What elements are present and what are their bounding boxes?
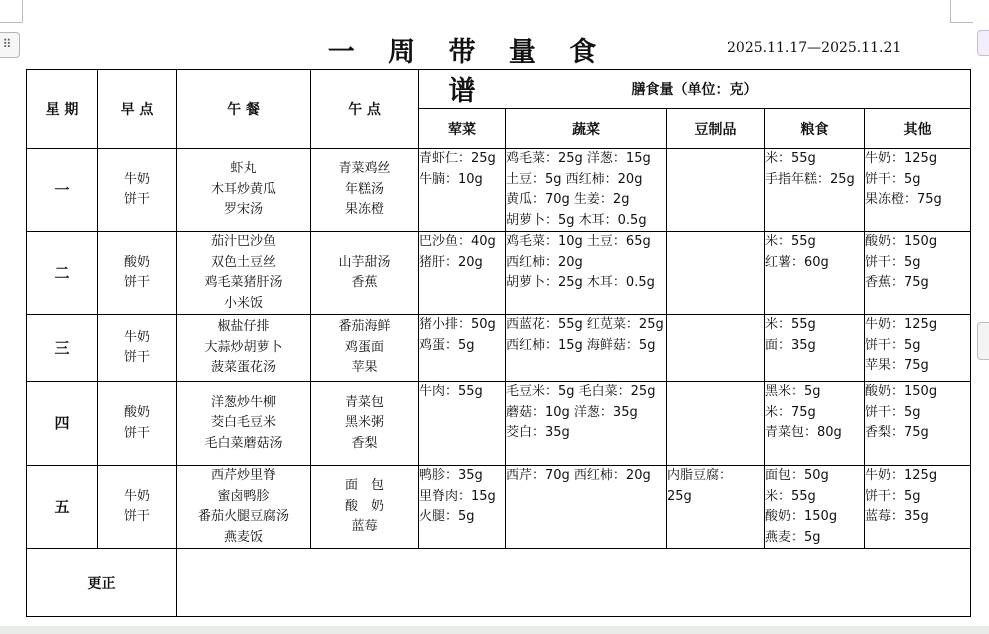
grains-cell <box>765 149 865 232</box>
cell-line: 面：35g <box>765 337 816 353</box>
side-panel-tab[interactable] <box>977 322 989 360</box>
cell-line: 小米饭 <box>223 295 263 311</box>
meat-cell <box>419 382 506 466</box>
header-others: 其他 <box>865 109 971 149</box>
cell-line: 罗宋汤 <box>223 202 263 218</box>
cell-line: 椒盐仔排 <box>217 319 270 335</box>
cell-line: 茭白：35g <box>506 425 570 440</box>
cell-line: 鸡毛菜猪肝汤 <box>204 275 283 290</box>
breakfast-cell <box>98 315 177 382</box>
bean-products-cell <box>667 315 765 382</box>
cell-line: 鸭胗：35g <box>419 468 483 483</box>
vegetables-cell <box>506 382 667 466</box>
date-range: 2025.11.17—2025.11.21 <box>727 40 902 56</box>
day-cell: 五 <box>27 466 98 549</box>
cell-line: 酸奶 <box>123 254 150 270</box>
meat-cell <box>419 232 506 315</box>
table-row <box>27 232 971 315</box>
header-bean-products: 豆制品 <box>667 109 765 149</box>
cell-line: 火腿：5g <box>419 509 475 524</box>
correction-label: 更正 <box>27 549 177 617</box>
lunch-cell <box>177 149 311 232</box>
others-cell <box>865 232 971 315</box>
cell-line: 黑米粥 <box>344 415 384 431</box>
cell-line: 西红柿：20g <box>506 254 583 270</box>
cell-line: 茄汁巴沙鱼 <box>210 234 276 249</box>
cell-line: 青菜鸡丝 <box>338 161 391 177</box>
cell-line: 饼干：5g <box>865 337 921 353</box>
cell-line: 黑米：5g <box>765 384 821 399</box>
cell-line: 米：55g <box>765 317 816 332</box>
bean-products-cell <box>667 232 765 315</box>
cell-line: 大蒜炒胡萝卜 <box>204 339 283 355</box>
others-cell <box>865 382 971 466</box>
correction-field[interactable] <box>177 549 971 617</box>
bean-products-cell <box>667 466 765 549</box>
cell-line: 青菜包：80g <box>765 425 842 440</box>
status-bar <box>0 626 989 634</box>
vegetables-cell <box>506 232 667 315</box>
cell-line: 洋葱炒牛柳 <box>210 394 276 410</box>
cell-line: 番茄火腿豆腐汤 <box>197 509 289 524</box>
vegetables-cell <box>506 315 667 382</box>
cell-line: 饼干 <box>123 350 150 365</box>
meat-cell <box>419 466 506 549</box>
cell-line: 双色土豆丝 <box>210 254 276 270</box>
cell-line: 黄瓜：70g 生姜：2g <box>506 192 630 207</box>
afternoon-snack-cell <box>311 232 419 315</box>
cell-line: 香梨 <box>351 435 378 451</box>
cell-line: 饼干：5g <box>865 171 921 187</box>
cell-line: 燕麦：5g <box>765 529 821 545</box>
cell-line: 25g <box>667 488 692 504</box>
cell-line: 牛奶：125g <box>865 317 938 332</box>
cell-line: 手指年糕：25g <box>765 171 855 187</box>
header-grains: 粮食 <box>765 109 865 149</box>
cell-line: 里脊肉：15g <box>419 488 496 504</box>
cell-line: 牛腩：10g <box>419 171 483 187</box>
cell-line: 米：55g <box>765 488 816 504</box>
cell-line: 西芹炒里脊 <box>210 468 276 483</box>
others-cell <box>865 466 971 549</box>
day-cell: 三 <box>27 315 98 382</box>
day-cell: 一 <box>27 149 98 232</box>
lunch-cell <box>177 232 311 315</box>
cell-line: 青虾仁：25g <box>419 151 496 166</box>
cell-line: 木耳炒黄瓜 <box>210 181 276 197</box>
grid-handle-icon[interactable]: ⠿ <box>0 32 20 58</box>
header-breakfast-snack: 早 点 <box>98 70 177 149</box>
cell-line: 鸡毛菜：10g 土豆：65g <box>506 234 651 249</box>
cell-line: 牛奶 <box>123 171 150 187</box>
header-day: 星 期 <box>27 70 98 149</box>
cell-line: 牛奶：125g <box>865 468 938 483</box>
cell-line: 土豆：5g 西红柿：20g <box>506 171 643 187</box>
table-row <box>27 382 971 466</box>
cell-line: 饼干 <box>123 509 150 524</box>
table-row <box>27 466 971 549</box>
breakfast-cell <box>98 232 177 315</box>
cell-line: 苹果：75g <box>865 358 929 373</box>
weekly-menu-table <box>26 69 971 617</box>
cell-line: 酸奶 <box>123 405 150 420</box>
cell-line: 牛肉：55g <box>419 384 483 399</box>
header-meat: 荤菜 <box>419 109 506 149</box>
cell-line: 果冻橙：75g <box>865 192 942 207</box>
meat-cell <box>419 149 506 232</box>
cell-line: 米：55g <box>765 234 816 249</box>
day-cell: 二 <box>27 232 98 315</box>
cell-line: 虾丸 <box>230 161 257 177</box>
cell-line: 茭白毛豆米 <box>210 415 276 431</box>
breakfast-cell <box>98 382 177 466</box>
afternoon-snack-cell <box>311 315 419 382</box>
cell-line: 菠菜蛋花汤 <box>210 360 276 376</box>
cell-line: 米：75g <box>765 404 816 420</box>
lunch-cell <box>177 315 311 382</box>
cell-line: 鸡蛋：5g <box>419 337 475 353</box>
cell-line: 饼干：5g <box>865 254 921 270</box>
cell-line: 鸡毛菜：25g 洋葱：15g <box>506 151 651 166</box>
header-intake-group: 膳食量（单位：克） <box>419 70 971 109</box>
grains-cell <box>765 466 865 549</box>
cell-line: 牛奶：125g <box>865 151 938 166</box>
lunch-cell <box>177 382 311 466</box>
page-title: 一 周 带 量 食 谱 <box>327 37 609 107</box>
cell-line: 酸奶：150g <box>865 384 938 399</box>
cell-line: 胡萝卜：25g 木耳：0.5g <box>506 275 655 290</box>
cell-line: 内脂豆腐： <box>667 468 733 483</box>
breakfast-cell <box>98 466 177 549</box>
cell-line: 番茄海鲜 <box>338 319 391 335</box>
cell-line: 饼干：5g <box>865 404 921 420</box>
cell-line: 面包：50g <box>765 468 829 483</box>
grains-cell <box>765 315 865 382</box>
cell-line: 胡萝卜：5g 木耳：0.5g <box>506 212 647 228</box>
meat-cell <box>419 315 506 382</box>
cell-line: 米：55g <box>765 151 816 166</box>
cell-line: 毛豆米：5g 毛白菜：25g <box>506 384 656 399</box>
others-cell <box>865 149 971 232</box>
cell-line: 饼干 <box>123 275 150 290</box>
cell-line: 燕麦饭 <box>223 529 263 545</box>
cell-line: 香梨：75g <box>865 425 929 440</box>
afternoon-snack-cell <box>311 382 419 466</box>
lunch-cell <box>177 466 311 549</box>
cell-line: 饼干：5g <box>865 488 921 504</box>
cell-line: 西芹：70g 西红柿：20g <box>506 468 651 483</box>
cell-line: 蓝莓 <box>351 519 378 535</box>
cell-line: 西蓝花：55g 红苋菜：25g <box>506 317 664 332</box>
cell-line: 蓝莓：35g <box>865 509 929 524</box>
table-row <box>27 315 971 382</box>
cell-line: 巴沙鱼：40g <box>419 234 496 249</box>
bean-products-cell <box>667 149 765 232</box>
cell-line: 面 包 <box>344 478 384 494</box>
cell-line: 牛奶 <box>123 488 150 504</box>
cell-line: 猪肝：20g <box>419 254 483 270</box>
bean-products-cell <box>667 382 765 466</box>
cell-line: 毛白菜蘑菇汤 <box>204 435 283 451</box>
cell-line: 饼干 <box>123 425 150 441</box>
cell-line: 苹果 <box>351 360 378 376</box>
cell-line: 红薯：60g <box>765 254 829 270</box>
header-lunch: 午 餐 <box>177 70 311 149</box>
page-corner-marker <box>0 0 23 23</box>
cell-line: 酸奶：150g <box>865 234 938 249</box>
grains-cell <box>765 382 865 466</box>
cell-line: 蘑菇：10g 洋葱：35g <box>506 404 638 420</box>
breakfast-cell <box>98 149 177 232</box>
cell-line: 酸 奶 <box>344 498 384 514</box>
page-corner-marker <box>950 0 973 23</box>
cell-line: 饼干 <box>123 192 150 207</box>
cell-line: 蜜卤鸭胗 <box>217 488 270 504</box>
cell-line: 猪小排：50g <box>419 317 496 332</box>
cell-line: 牛奶 <box>123 329 150 345</box>
afternoon-snack-cell <box>311 149 419 232</box>
cell-line: 香蕉 <box>351 275 378 290</box>
header-afternoon-snack: 午 点 <box>311 70 419 149</box>
grains-cell <box>765 232 865 315</box>
afternoon-snack-cell <box>311 466 419 549</box>
cell-line: 鸡蛋面 <box>344 339 384 355</box>
cell-line: 青菜包 <box>344 394 384 410</box>
others-cell <box>865 315 971 382</box>
day-cell: 四 <box>27 382 98 466</box>
cell-line: 果冻橙 <box>344 202 384 218</box>
cell-line: 西红柿：15g 海鲜菇：5g <box>506 337 656 353</box>
vegetables-cell <box>506 466 667 549</box>
cell-line: 香蕉：75g <box>865 275 929 290</box>
vegetables-cell <box>506 149 667 232</box>
cell-line: 年糕汤 <box>344 181 384 197</box>
cell-line: 山芋甜汤 <box>338 254 391 270</box>
cell-line: 酸奶：150g <box>765 509 838 524</box>
table-row <box>27 149 971 232</box>
header-vegetables: 蔬菜 <box>506 109 667 149</box>
